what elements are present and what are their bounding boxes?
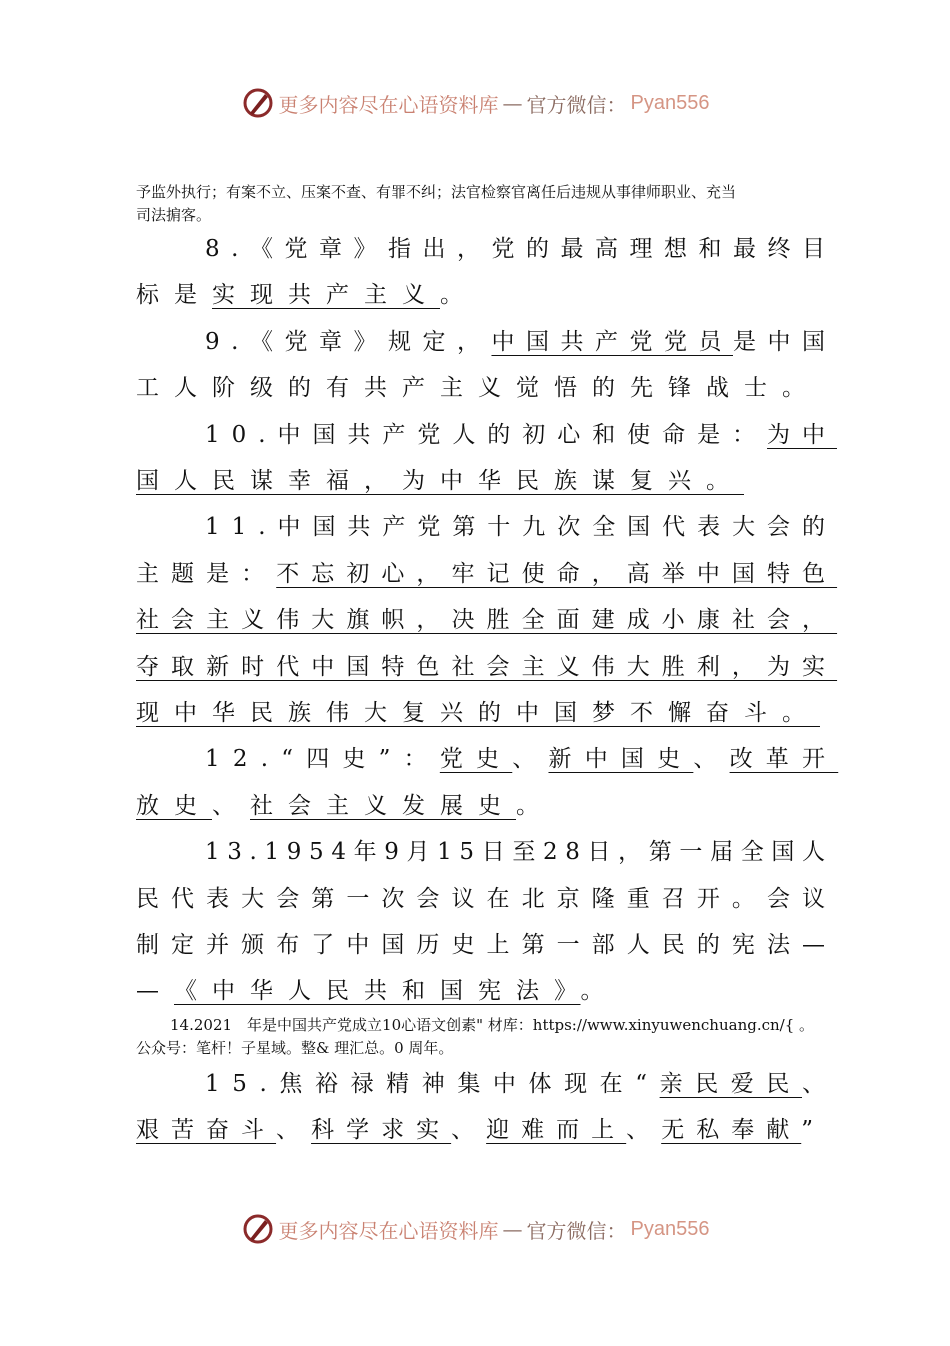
- text-segment: 。: [580, 978, 619, 1005]
- text-segment: 、: [212, 792, 250, 819]
- text-segment: 主题是：: [136, 560, 277, 587]
- underlined-answer: 亲民爱民: [659, 1070, 802, 1097]
- text-line: [136, 365, 820, 411]
- separator: —: [502, 91, 523, 115]
- text-line: [136, 922, 837, 968]
- site-name: 更多内容尽在心语资料库: [278, 92, 499, 117]
- text-segment: 8.《党章》指出，党的最高理想和最终目: [205, 236, 837, 262]
- text-segment: 、: [626, 1117, 662, 1144]
- underlined-answer: 改革开: [729, 746, 839, 773]
- text-segment: 、: [451, 1117, 487, 1144]
- wechat-label: 官方微信：: [526, 1218, 627, 1243]
- text-segment: 12.“四史”：: [205, 746, 440, 773]
- text-line: [205, 319, 837, 365]
- text-line: 司法掮客。: [136, 206, 212, 224]
- text-line: 予监外执行；有案不立、压案不查、有罪不纠；法官检察官离任后违规从事律师职业、充当: [136, 183, 737, 201]
- text-line: 14.2021 年是中国共产党成立10心语文创素" 材库：https://www.xinyuwenchuang.cn/{ 。: [170, 1016, 815, 1034]
- text-segment: 是中国: [733, 328, 837, 355]
- underlined-answer: 现中华民族伟大复兴的中国梦不懈奋斗。: [136, 700, 820, 726]
- text-line: [205, 736, 838, 782]
- text-line: [136, 1107, 825, 1153]
- underlined-answer: 社会主义伟大旗帜，决胜全面建成小康社会，: [136, 607, 838, 634]
- text-segment: 制定并颁布了中国历史上第一部人民的宪法—: [136, 932, 838, 958]
- text-line: [136, 876, 837, 922]
- underlined-answer: 新中国史: [548, 746, 694, 773]
- wechat-id: Pyan556: [630, 1217, 710, 1240]
- underlined-answer: 不忘初心，牢记使命，高举中国特色: [276, 560, 838, 587]
- text-segment: 民代表大会第一次会议在北京隆重召开。会议: [136, 885, 838, 912]
- text-line: [136, 551, 837, 597]
- underlined-answer: 国人民谋幸福，为中华民族谋复兴。: [136, 468, 744, 494]
- text-segment: 9.《党章》规定，: [205, 328, 492, 355]
- text-line: 公众号：笔杆！子星域。整& 理汇总。0 周年。: [136, 1039, 454, 1057]
- underlined-answer: 迎难而上: [486, 1117, 627, 1144]
- underlined-answer: 《中华人民共和国宪法》: [174, 978, 581, 1005]
- underlined-answer: 放史: [136, 792, 212, 819]
- text-segment: 。: [516, 792, 554, 819]
- text-line: [205, 412, 837, 458]
- text-line: [205, 1061, 838, 1107]
- top-paragraph: [136, 181, 826, 227]
- text-segment: 、: [802, 1070, 838, 1097]
- pen-logo-icon: [241, 1212, 275, 1246]
- text-segment: 13.1954年9月15日至28日，第一届全国人: [205, 839, 833, 866]
- text-line: [136, 783, 554, 829]
- text-line: [205, 504, 837, 550]
- site-name: 更多内容尽在心语资料库: [278, 1218, 499, 1243]
- text-segment: 、: [512, 746, 549, 773]
- underlined-answer: 夺取新时代中国特色社会主义伟大胜利，为实: [136, 653, 838, 680]
- underlined-answer: 社会主义发展史: [250, 792, 516, 819]
- text-line: [136, 272, 478, 318]
- text-segment: 工人阶级的有共产主义觉悟的先锋战士。: [136, 375, 820, 402]
- underlined-answer: 无私奉献: [661, 1117, 802, 1144]
- watermark-footer: [0, 1212, 950, 1246]
- text-segment: 15.焦裕禄精神集中体现在“: [205, 1070, 660, 1097]
- text-line: [205, 829, 833, 875]
- underlined-answer: 实现共产主义: [212, 282, 440, 309]
- text-line: [136, 968, 619, 1014]
- text-line: [136, 458, 744, 504]
- underlined-answer: 中国共产党党员: [491, 328, 733, 355]
- text-line: [136, 690, 820, 736]
- separator: —: [502, 1217, 523, 1241]
- text-segment: 标是: [136, 282, 212, 309]
- text-segment: 、: [276, 1117, 312, 1144]
- text-line: [136, 597, 837, 643]
- text-line: [136, 644, 837, 690]
- wechat-id: Pyan556: [630, 91, 710, 114]
- underlined-answer: 科学求实: [311, 1117, 452, 1144]
- text-segment: 11.中国共产党第十九次全国代表大会的: [205, 514, 837, 541]
- text-segment: —: [136, 978, 174, 1005]
- pen-logo-icon: [241, 86, 275, 120]
- underlined-answer: 党史: [439, 746, 513, 773]
- text-segment: 。: [440, 282, 478, 309]
- text-segment: ”: [801, 1117, 826, 1144]
- underlined-answer: 为中: [767, 421, 837, 448]
- text-segment: 10.中国共产党人的初心和使命是：: [205, 421, 768, 448]
- underlined-answer: 艰苦奋斗: [136, 1117, 277, 1144]
- note-paragraph: [136, 1014, 826, 1060]
- text-line: [205, 226, 837, 272]
- text-segment: 、: [693, 746, 730, 773]
- watermark-header: [0, 86, 950, 120]
- wechat-label: 官方微信：: [526, 92, 627, 117]
